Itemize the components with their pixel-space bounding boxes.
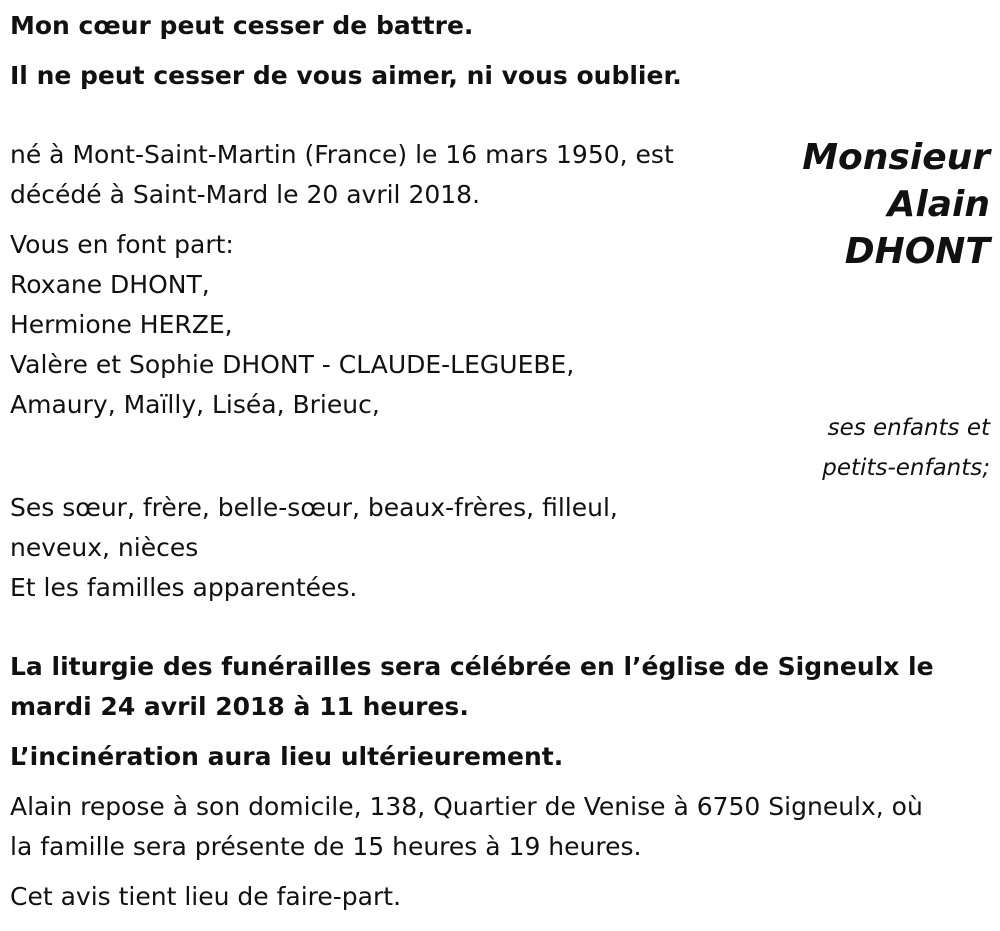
list-item: Valère et Sophie DHONT - CLAUDE-LEGUEBE, (10, 350, 575, 379)
birth-death-paragraph (10, 135, 674, 215)
quote-line-2: Il ne peut cesser de vous aimer, ni vous oublier. (10, 61, 682, 90)
deceased-last-name: DHONT (844, 231, 990, 272)
list-item: Amaury, Maïlly, Liséa, Brieuc, (10, 390, 380, 419)
family-line-3: Et les familles apparentées. (10, 573, 358, 602)
faire-part-notice: Cet avis tient lieu de faire-part. (10, 882, 402, 911)
list-item: Roxane DHONT, (10, 270, 210, 299)
caption-line-1: ses enfants et (827, 415, 990, 441)
caption-line-2: petits-enfants; (822, 455, 990, 481)
rest-line-2: la famille sera présente de 15 heures à 19 heures. (10, 832, 642, 861)
extended-family (10, 488, 618, 608)
relatives-list (10, 225, 574, 425)
list-item: Hermione HERZE, (10, 310, 233, 339)
deceased-title: Monsieur (802, 137, 990, 178)
birth-line-1: né à Mont-Saint-Martin (France) le 16 mars 1950, est (10, 140, 674, 169)
liturgy-line-1: La liturgie des funérailles sera célébrée en l’église de Signeulx le (10, 652, 934, 681)
birth-line-2: décédé à Saint-Mard le 20 avril 2018. (10, 180, 481, 209)
family-line-1: Ses sœur, frère, belle-sœur, beaux-frères, filleul, (10, 493, 618, 522)
family-line-2: neveux, nièces (10, 533, 199, 562)
relatives-intro: Vous en font part: (10, 230, 234, 259)
funeral-details (10, 647, 934, 917)
cremation-notice: L’incinération aura lieu ultérieurement. (10, 742, 564, 771)
children-caption (822, 408, 990, 488)
liturgy-line-2: mardi 24 avril 2018 à 11 heures. (10, 692, 469, 721)
rest-line-1: Alain repose à son domicile, 138, Quartier de Venise à 6750 Signeulx, où (10, 792, 923, 821)
quote-line-1: Mon cœur peut cesser de battre. (10, 11, 474, 40)
deceased-name (802, 134, 990, 275)
deceased-first-name: Alain (887, 184, 990, 225)
opening-quote (10, 6, 682, 96)
